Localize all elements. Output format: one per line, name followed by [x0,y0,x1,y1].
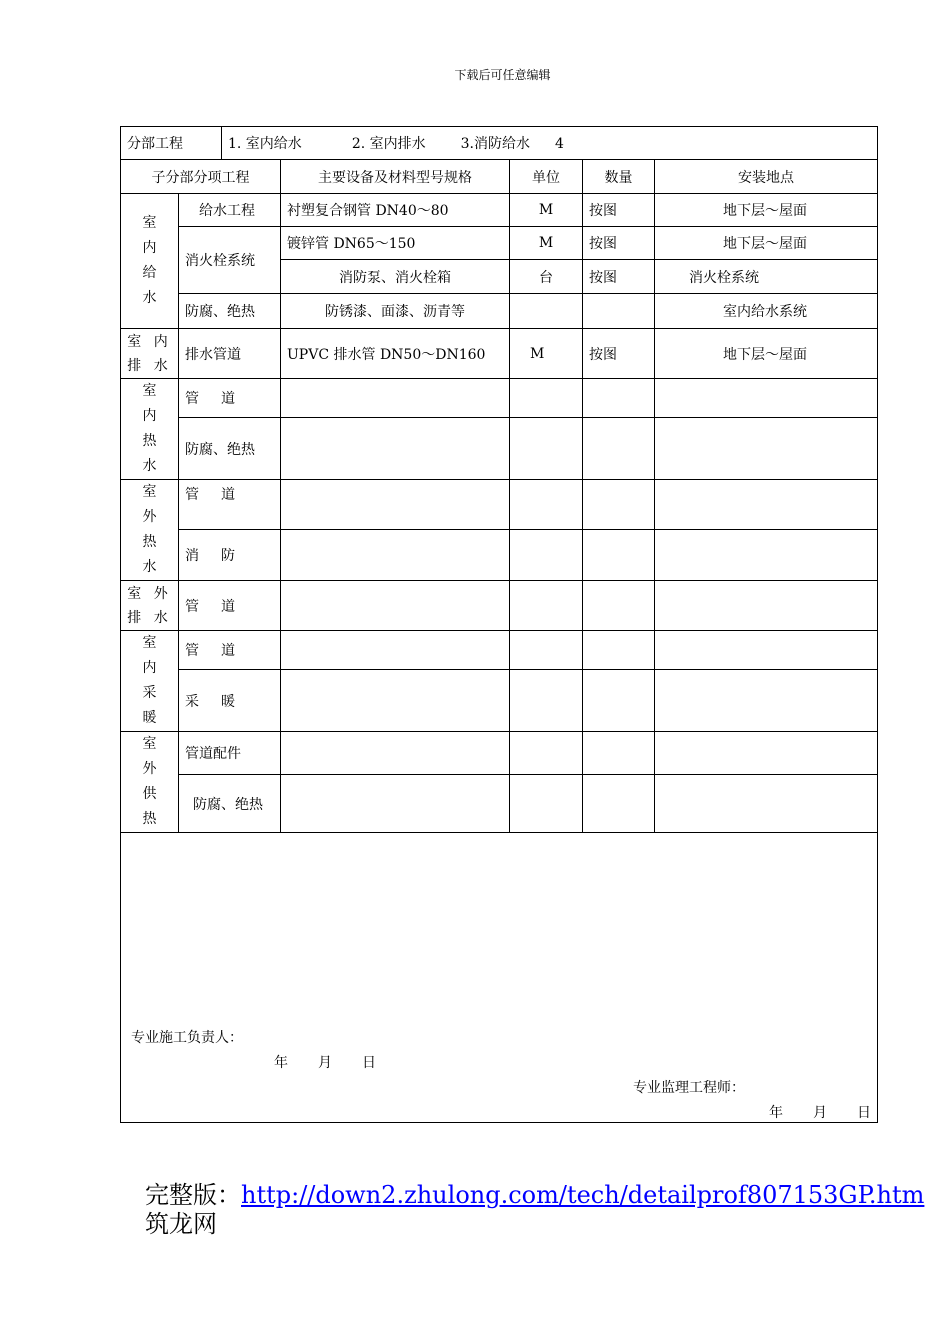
table-row [121,329,878,379]
location-cell: 室内给水系统 [655,294,878,329]
sub-item: 防腐、绝热 [179,418,281,480]
download-link[interactable]: http://down2.zhulong.com/tech/detailprof807153GP.htm [241,1181,925,1209]
unit-cell [510,418,583,480]
unit-cell: M [510,194,583,227]
col-header-spec: 主要设备及材料型号规格 [281,160,510,194]
qty-cell: 按图 [583,329,655,379]
group-label-shinei-geishui: 室 内 给 水 [121,194,179,329]
sub-item: 管 道 [179,379,281,418]
group-label-shiwai-paishui: 室 外 排 水 [121,581,179,631]
spec-cell [281,670,510,732]
table-row [121,775,878,833]
col-header-unit: 单位 [510,160,583,194]
fenbu-row [121,127,878,160]
group-label-shiwai-reshui: 室 外 热 水 [121,480,179,581]
unit-cell [510,670,583,732]
unit-cell [510,294,583,329]
table-row [121,379,878,418]
sub-item: 给水工程 [179,194,281,227]
qty-cell [583,631,655,670]
location-cell [655,581,878,631]
group-label-shinei-reshui: 室 内 热 水 [121,379,179,480]
table-row [121,581,878,631]
unit-cell [510,379,583,418]
fenbu-item-4: 4 [554,136,564,152]
qty-cell [583,670,655,732]
footer-site-name: 筑龙网 [145,1210,217,1238]
fenbu-item-2: 2. 室内排水 [351,136,426,152]
fenbu-items [222,127,878,160]
unit-cell: M [510,329,583,379]
footer [145,1181,924,1239]
qty-cell [583,418,655,480]
spec-cell [281,418,510,480]
unit-cell: 台 [510,260,583,294]
unit-cell [510,530,583,581]
spec-cell [281,631,510,670]
location-cell: 地下层～屋面 [655,329,878,379]
spec-cell [281,732,510,775]
sub-item: 采 暖 [179,670,281,732]
unit-cell [510,480,583,530]
fenbu-label: 分部工程 [121,127,222,160]
spec-cell [281,379,510,418]
sub-item: 防腐、绝热 [179,294,281,329]
col-header-qty: 数量 [583,160,655,194]
sub-item: 防腐、绝热 [179,775,281,833]
unit-cell: M [510,227,583,260]
group-label-shinei-paishui: 室 内 排 水 [121,329,179,379]
sub-item: 消火栓系统 [179,227,281,294]
header-note: 下载后可任意编辑 [454,68,551,82]
unit-cell [510,775,583,833]
location-cell [655,775,878,833]
signature-block [121,833,878,1123]
sub-item: 消 防 [179,530,281,581]
location-cell [655,418,878,480]
table-row [121,670,878,732]
location-cell [655,670,878,732]
fenbu-item-1: 1. 室内给水 [228,136,302,152]
location-cell [655,530,878,581]
fenbu-item-3: 3.消防给水 [460,136,530,152]
location-cell: 地下层～屋面 [655,227,878,260]
table-row [121,294,878,329]
supervisor-label: 专业监理工程师： [633,1080,745,1096]
location-cell: 地下层～屋面 [655,194,878,227]
sub-item: 管 道 [179,480,281,530]
qty-cell: 按图 [583,260,655,294]
location-cell [655,732,878,775]
table-row [121,480,878,530]
col-header-sub: 子分部分项工程 [121,160,281,194]
qty-cell [583,530,655,581]
qty-cell: 按图 [583,194,655,227]
qty-cell [583,775,655,833]
sub-item: 管 道 [179,581,281,631]
signature-row [121,833,878,1123]
location-cell [655,379,878,418]
spec-cell: 衬塑复合钢管 DN40～80 [281,194,510,227]
group-label-shiwai-gongre: 室 外 供 热 [121,732,179,833]
qty-cell [583,294,655,329]
qty-cell: 按图 [583,227,655,260]
footer-prefix: 完整版： [145,1181,241,1209]
qty-cell [583,732,655,775]
table-row [121,194,878,227]
unit-cell [510,581,583,631]
qty-cell [583,379,655,418]
table-row [121,631,878,670]
table-row [121,418,878,480]
unit-cell [510,631,583,670]
table-row [121,530,878,581]
header-row [121,160,878,194]
qty-cell [583,480,655,530]
location-cell [655,480,878,530]
spec-cell: UPVC 排水管 DN50～DN160 [281,329,510,379]
construction-form-table [120,126,878,1123]
sub-item: 管道配件 [179,732,281,775]
contractor-date: 年 月 日 [274,1055,376,1071]
table-row [121,227,878,260]
sub-item: 管 道 [179,631,281,670]
qty-cell [583,581,655,631]
spec-cell: 镀锌管 DN65～150 [281,227,510,260]
spec-cell [281,775,510,833]
spec-cell [281,530,510,581]
contractor-label: 专业施工负责人： [131,1030,243,1046]
spec-cell [281,581,510,631]
location-cell [655,631,878,670]
location-cell: 消火栓系统 [655,260,878,294]
supervisor-date: 年 月 日 [769,1105,871,1121]
unit-cell [510,732,583,775]
spec-cell [281,480,510,530]
spec-cell: 防锈漆、面漆、沥青等 [281,294,510,329]
sub-item: 排水管道 [179,329,281,379]
table-row [121,732,878,775]
col-header-loc: 安装地点 [655,160,878,194]
spec-cell: 消防泵、消火栓箱 [281,260,510,294]
group-label-shinei-cainuan: 室 内 采 暖 [121,631,179,732]
